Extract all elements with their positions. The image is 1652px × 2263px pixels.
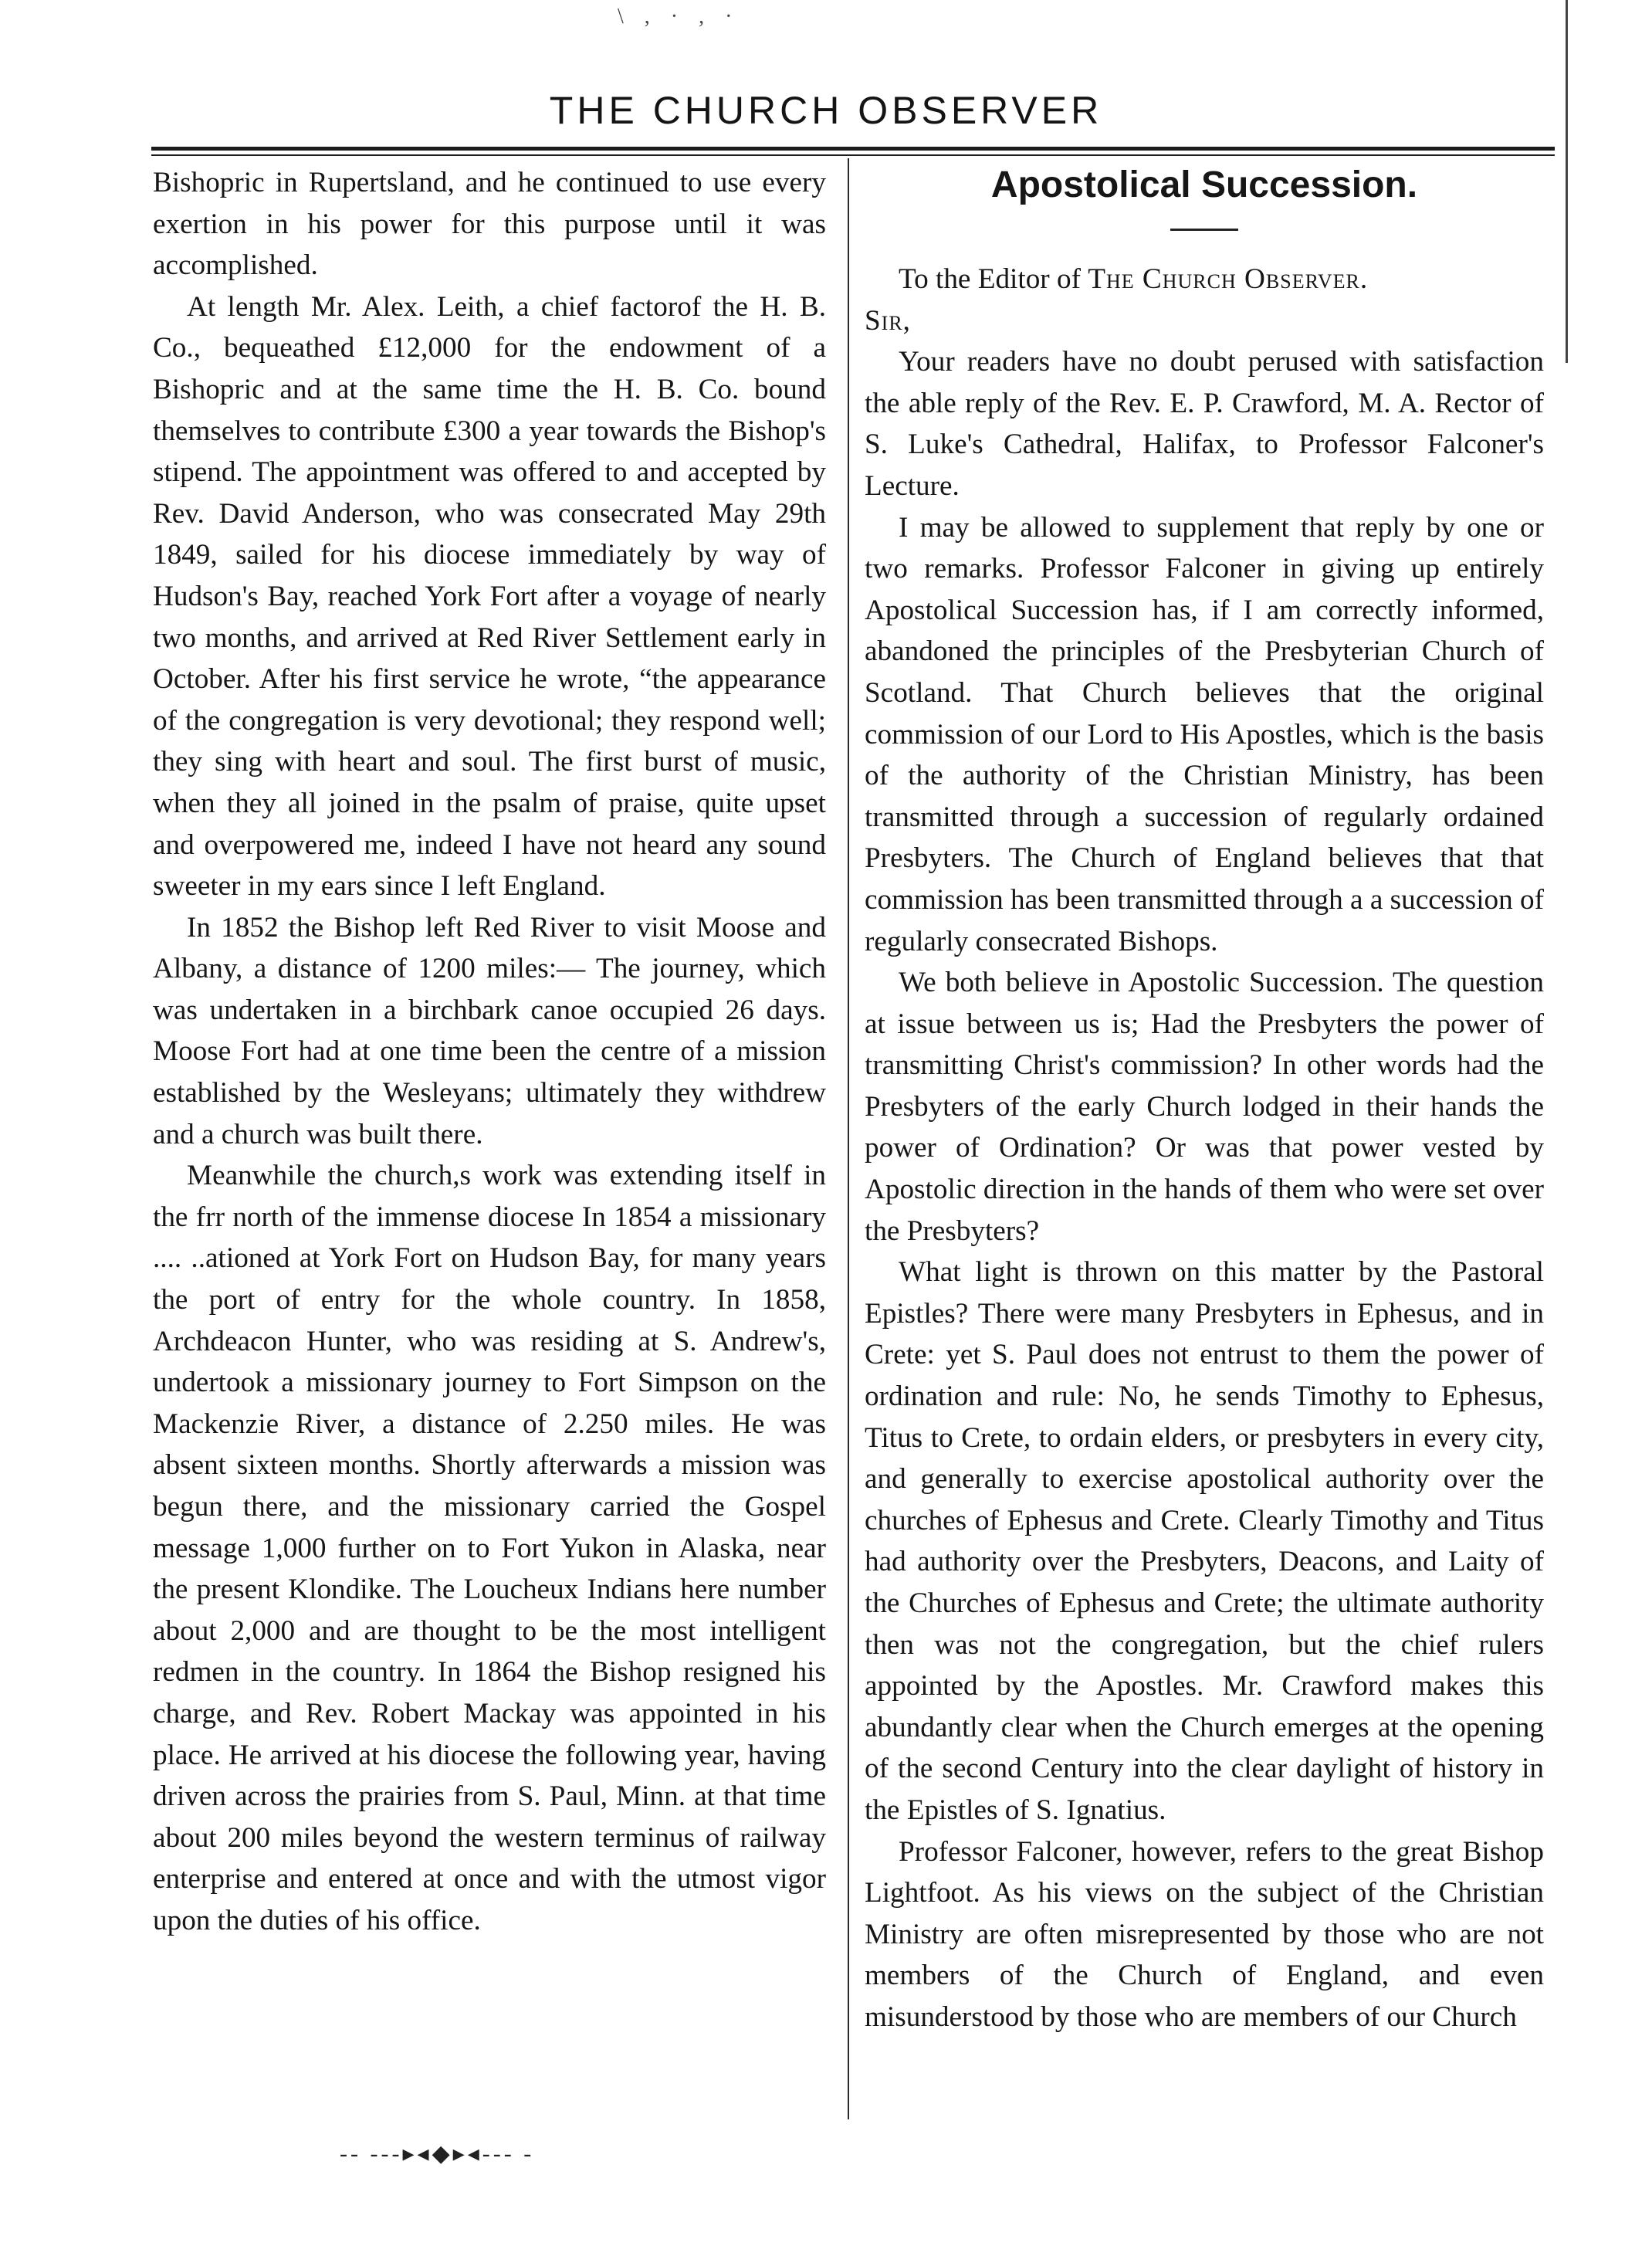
editor-address-line [865,259,1544,300]
title-dash-divider [1170,229,1238,231]
editor-address-prefix: To the Editor of [899,263,1088,295]
print-specks: \ , · , · [618,5,740,29]
right-column [865,162,1544,2038]
left-paragraph-4: Meanwhile the church,s work was extending itself in the frr north of the immense diocese In 1854 a missionary .... ..ationed at York Fort on Hudson Bay, for many years the port of entry for the whole country. In 1858, Archdeacon Hunter, who was residing at S. Andrew's, undertook a missionary journey to Fort Simpson on the Mackenzie River, a distance of 2.250 miles. He was absent sixteen months. Shortly afterwards a mission was begun there, and the missionary carried the Gospel message 1,000 further on to Fort Yukon in Alaska, near the present Klondike. The Loucheux Indians here number about 2,000 and are thought to be the most intelligent redmen in the country. In 1864 the Bishop resigned his charge, and Rev. Robert Mackay was appointed in his place. He arrived at his diocese the following year, having driven across the prairies from S. Paul, Minn. at that time about 200 miles beyond the western terminus of railway enterprise and entered at once and with the utmost vigor upon the duties of his office. [153,1160,826,1936]
end-ornament: -- ---▸◂◆▸◂--- - [340,2141,535,2166]
left-paragraph-1: Bishopric in Rupertsland, and he continued to use every exertion in his power for this purpose until it was accomplished. [153,167,826,282]
left-paragraph-3: In 1852 the Bishop left Red River to visit Moose and Albany, a distance of 1200 miles:— The journey, which was undertaken in a birchbark canoe occupied 26 days. Moose Fort had at one time been the centre of a mission established by the Wesleyans; ultimately they withdrew and a church was built there. [153,911,826,1150]
left-column [153,162,826,1942]
right-paragraph-1: Your readers have no doubt perused with satisfaction the able reply of the Rev. E. P. Crawford, M. A. Rector of S. Luke's Cathedral, Halifax, to Professor Falconer's Lecture. [865,346,1544,502]
right-paragraph-2: I may be allowed to supplement that reply by one or two remarks. Professor Falconer in giving up entirely Apostolical Succession has, if I am correctly informed, abandoned the principles of the Presbyterian Church of Scotland. That Church believes that the original commission of our Lord to His Apostles, which is the basis of the authority of the Christian Ministry, has been transmitted through a succession of regularly ordained Presbyters. The Church of England believes that that commission has been transmitted through a a succession of regularly consecrated Bishops. [865,511,1544,957]
salutation: Sir, [865,304,911,337]
masthead-rule-thick [151,147,1555,151]
column-divider [848,158,849,2119]
masthead-title: THE CHURCH OBSERVER [549,89,1103,132]
paper-name: The Church Observer. [1088,263,1369,295]
article-title: Apostolical Succession. [990,164,1418,205]
page-edge-mark [1566,0,1568,363]
right-paragraph-3: We both believe in Apostolic Succession. The question at issue between us is; Had the Presbyters the power of transmitting Christ's commission? In other words had the Presbyters of the early Church lodged in their hands the power of Ordination? Or was that power vested by Apostolic direction in the hands of them who were set over the Presbyters? [865,967,1544,1247]
right-paragraph-5: Professor Falconer, however, refers to the great Bishop Lightfoot. As his views on the subject of the Christian Ministry are often misrepresented by those who are not members of the Church of England, and even misunderstood by those who are members of our Church [865,1835,1544,2033]
right-paragraph-4: What light is thrown on this matter by the Pastoral Epistles? There were many Presbyters in Ephesus, and in Crete: yet S. Paul does not entrust to them the power of ordination and rule: No, he sends Timothy to Ephesus, Titus to Crete, to ordain elders, or presbyters in every city, and generally to exercise apostolical authority over the churches of Ephesus and Crete. Clearly Timothy and Titus had authority over the Presbyters, Deacons, and Laity of the Churches of Ephesus and Crete; the ultimate authority then was not the congregation, but the chief rulers appointed by the Apostles. Mr. Crawford makes this abundantly clear when the Church emerges at the opening of the second Century into the clear daylight of history in the Epistles of S. Ignatius. [865,1256,1544,1826]
masthead-rule-thin [151,154,1555,156]
left-paragraph-2: At length Mr. Alex. Leith, a chief factorof the H. B. Co., bequeathed £12,000 for the endowment of a Bishopric and at the same time the H. B. Co. bound themselves to contribute £300 a year towards the Bishop's stipend. The appointment was offered to and accepted by Rev. David Anderson, who was consecrated May 29th 1849, sailed for his diocese immediately by way of Hudson's Bay, reached York Fort after a voyage of nearly two months, and arrived at Red River Settlement early in October. After his first service he wrote, “the appearance of the congregation is very devotional; they respond well; they sing with heart and soul. The first burst of music, when they all joined in the psalm of praise, quite upset and overpowered me, indeed I have not heard any sound sweeter in my ears since I left England. [153,290,826,903]
